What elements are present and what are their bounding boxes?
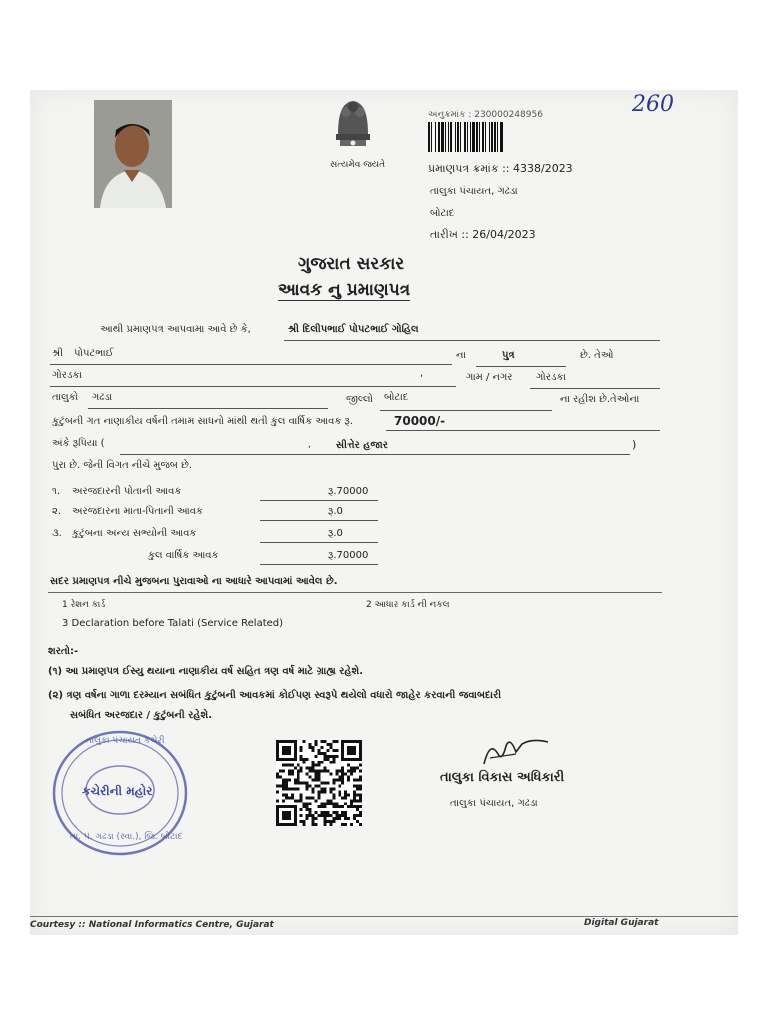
- income-statement: કુટુંબની ગત નાણાકીય વર્ષની તમામ સાધનો માંથી થતી કુલ વાર્ષિક આવક રૂ.: [52, 416, 354, 427]
- evidence-item-1: 1 રેશન કાર્ડ: [62, 600, 106, 610]
- residence-place: ગોરડકા: [52, 370, 82, 381]
- income-row-rule: [260, 564, 378, 565]
- evidence-item-3: 3 Declaration before Talati (Service Related): [62, 618, 284, 629]
- qr-code: [276, 740, 362, 826]
- comma-2: ,: [308, 440, 311, 450]
- certificate-number: પ્રમાણપત્ર ક્રમાંક :: 4338/2023: [428, 162, 573, 175]
- total-income-amount: 70000/-: [394, 414, 446, 428]
- village-label: ગામ / નગર: [466, 372, 513, 383]
- income-row-value: રૂ.0: [328, 506, 343, 517]
- serial-number: અનુક્રમાંક : 230000248956: [428, 110, 543, 120]
- amount-in-words: સીત્તેર હજાર: [336, 440, 388, 451]
- emblem-motto: સત્યમેવ જયતે: [330, 160, 386, 170]
- income-row-number: ૩.: [52, 528, 62, 539]
- signatory-office: તાલુકા પંચાયત, ગઢડા: [450, 798, 538, 809]
- certificate-title: આવક નુ પ્રમાણપત્ર: [278, 280, 411, 300]
- footer-courtesy: Courtesy :: National Informatics Centre, Gujarat: [30, 920, 274, 930]
- father-prefix: શ્રી: [52, 348, 64, 359]
- details-intro: પુરા છે. જેની વિગત નીચે મુજબ છે.: [52, 460, 193, 471]
- income-row-rule: [260, 542, 378, 543]
- condition-2: (૨) ત્રણ વર્ષના ગાળા દરમ્યાન સબંધિત કુટુંબની આવકમાં કોઈપણ સ્વરૂપે થયેલો વધારો જાહેર કરવાની જવાબદારી: [48, 690, 502, 701]
- applicant-name: શ્રી દિલીપભાઈ પોપટભાઈ ગોહિલ: [288, 324, 419, 335]
- handwritten-number: 260: [632, 92, 674, 117]
- income-row-number: ૨.: [52, 506, 62, 517]
- seal-outer-text: તાલુકા પંચાયત કચેરી: [86, 736, 165, 746]
- income-row-rule: [260, 500, 378, 501]
- comma: ,: [420, 368, 424, 379]
- government-title: ગુજરાત સરકાર: [298, 254, 405, 274]
- district-name: બોટાદ: [430, 208, 455, 219]
- state-emblem-icon: [322, 94, 384, 160]
- condition-1: (૧) આ પ્રમાણપત્ર ઈસ્યુ થયાના નાણાકીય વર્ષ સહિત ત્રણ વર્ષ માટે ગ્રાહ્ય રહેશે.: [48, 666, 364, 677]
- taluka-name: ગઢડા: [92, 392, 113, 403]
- applicant-photo: [94, 100, 172, 208]
- income-row-number: ૧.: [52, 486, 61, 497]
- income-row-label: અરજદારની પોતાની આવક: [72, 486, 182, 497]
- seal-center-text: કચેરીની મહોર: [82, 784, 153, 798]
- village-name: ગોરડકા: [536, 372, 566, 383]
- signatory-title: તાલુકા વિકાસ અધિકારી: [440, 770, 565, 785]
- relation: પુત્ર: [502, 350, 515, 361]
- barcode: [428, 122, 546, 152]
- issue-date: તારીખ :: 26/04/2023: [430, 228, 536, 241]
- income-row-rule: [260, 520, 378, 521]
- conditions-heading: શરતો:-: [48, 646, 79, 657]
- income-row-value: રૂ.70000: [328, 486, 369, 497]
- condition-2-cont: સબંધિત અરજદાર / કુટુંબની રહેશે.: [70, 710, 212, 721]
- taluka-label: તાલુકો: [52, 392, 79, 403]
- income-row-label: અરજદારના માતા-પિતાની આવક: [72, 506, 203, 517]
- district-value: બોટાદ: [384, 392, 409, 403]
- income-row-label: કુટુંબના અન્ય સભ્યોની આવક: [72, 528, 197, 539]
- amount-words-close: ): [632, 438, 637, 451]
- relation-suffix: છે. તેઓ: [580, 350, 614, 361]
- seal-bottom-text: તા. પં. ગઢડા (સ્વા.), જિ. બોટાદ: [70, 832, 183, 842]
- income-row-value: રૂ.0: [328, 528, 343, 539]
- amount-words-prefix: અંકે રૂપિયા (: [52, 438, 105, 449]
- office-name: તાલુકા પંચાયત, ગઢડા: [430, 186, 518, 197]
- income-row-label: કુલ વાર્ષિક આવક: [148, 550, 219, 561]
- income-row-value: રૂ.70000: [328, 550, 369, 561]
- district-label: જીલ્લો: [346, 394, 374, 405]
- evidence-item-2: 2 આધાર કાર્ડ ની નકલ: [366, 600, 450, 610]
- evidence-heading: સદર પ્રમાણપત્ર નીચે મુજબના પુરાવાઓ ના આધારે આપવામાં આવેલ છે.: [50, 576, 338, 587]
- intro-label: આથી પ્રમાણપત્ર આપવામા આવે છે કે,: [100, 324, 251, 335]
- na-label: ના: [456, 350, 466, 361]
- father-name: પોપટભાઈ: [74, 348, 114, 359]
- footer-digital-gujarat: Digital Gujarat: [584, 918, 659, 928]
- resident-suffix: ના રહીશ છે.તેઓના: [560, 394, 640, 405]
